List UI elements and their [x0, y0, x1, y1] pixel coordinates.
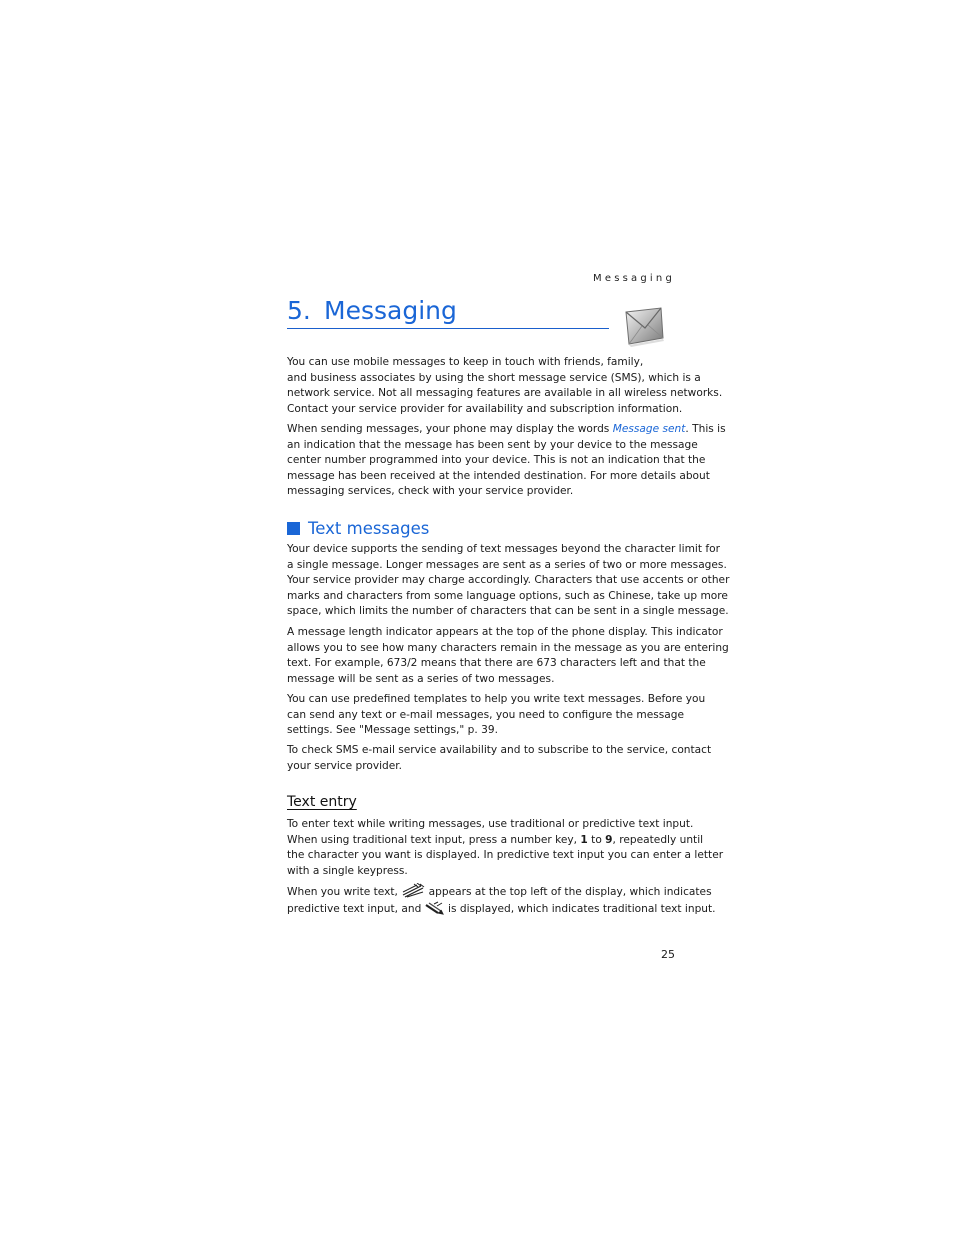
- text-run: appears at the top left of the display, which indicates: [425, 886, 712, 898]
- section-paragraph-3: [287, 692, 706, 739]
- text-line: settings. See "Message settings," p. 39.: [287, 724, 498, 737]
- subsection-paragraph-2: [287, 883, 716, 917]
- text-line: You can use predefined templates to help you write text messages. Before you: [287, 693, 706, 705]
- subsection-title: Text entry: [287, 794, 357, 810]
- page-number: 25: [661, 948, 675, 961]
- envelope-icon: [623, 304, 665, 348]
- text-run: to: [587, 833, 606, 846]
- text-line: with a single keypress.: [287, 864, 408, 877]
- chapter-number: 5.: [287, 296, 311, 325]
- text-run: predictive text input, and: [287, 902, 425, 915]
- text-run: When sending messages, your phone may display the words: [287, 423, 613, 435]
- key-label: 9: [605, 833, 613, 846]
- text-run: , repeatedly until: [612, 833, 704, 846]
- text-line: network service. Not all messaging features are available in all wireless networks.: [287, 387, 723, 400]
- text-line: [287, 422, 726, 438]
- text-line: your service provider.: [287, 759, 403, 772]
- running-header: Messaging: [593, 273, 675, 284]
- traditional-text-icon: [425, 901, 445, 915]
- chapter-title: [287, 293, 609, 329]
- section-paragraph-4: [287, 743, 712, 774]
- section-paragraph-1: [287, 542, 730, 620]
- manual-page: [287, 0, 730, 1235]
- text-line: message has been received at the intended destination. For more details about: [287, 469, 710, 482]
- text-line: and business associates by using the short message service (SMS), which is a: [287, 371, 701, 384]
- text-line: messaging services, check with your service provider.: [287, 485, 574, 498]
- text-line: [287, 833, 704, 849]
- text-run: When you write text,: [287, 886, 402, 898]
- section-title: [287, 518, 429, 540]
- text-line: space, which limits the number of characters that can be sent in a single message.: [287, 605, 729, 618]
- predictive-text-icon: [401, 883, 425, 898]
- text-line: [287, 901, 716, 918]
- text-run: When using traditional text input, press a number key,: [287, 833, 581, 846]
- text-line: To check SMS e-mail service availability and to subscribe to the service, contact: [287, 744, 712, 756]
- intro-paragraph-1: [287, 355, 723, 417]
- text-line: center number programmed into your device. This is not an indication that the: [287, 454, 706, 467]
- text-line: A message length indicator appears at the top of the phone display. This indicator: [287, 626, 723, 638]
- text-line: a single message. Longer messages are sent as a series of two or more messages.: [287, 558, 727, 571]
- section-paragraph-2: [287, 625, 729, 687]
- text-line: allows you to see how many characters remain in the message as you are entering: [287, 641, 729, 654]
- text-line: an indication that the message has been sent by your device to the message: [287, 438, 698, 451]
- text-line: Your service provider may charge accordingly. Characters that use accents or other: [287, 574, 730, 587]
- text-line: text. For example, 673/2 means that there are 673 characters left and that the: [287, 657, 706, 670]
- chapter-title-text: Messaging: [324, 296, 457, 325]
- text-line: You can use mobile messages to keep in touch with friends, family,: [287, 356, 644, 368]
- subsection-paragraph-1: [287, 817, 724, 879]
- intro-paragraph-2: [287, 422, 726, 500]
- text-run: is displayed, which indicates traditional text input.: [444, 902, 716, 915]
- text-line: marks and characters from some language options, such as Chinese, take up more: [287, 589, 728, 602]
- text-line: message will be sent as a series of two messages.: [287, 672, 555, 685]
- text-line: the character you want is displayed. In predictive text input you can enter a letter: [287, 849, 724, 862]
- text-line: can send any text or e-mail messages, you need to configure the message: [287, 708, 685, 721]
- key-label: 1: [580, 833, 588, 846]
- text-line: Contact your service provider for availability and subscription information.: [287, 402, 683, 415]
- message-sent-term: Message sent: [612, 423, 686, 435]
- text-line: To enter text while writing messages, use traditional or predictive text input.: [287, 818, 694, 830]
- section-title-text: Text messages: [308, 519, 430, 538]
- text-line: [287, 883, 712, 901]
- text-run: . This is: [685, 423, 726, 435]
- section-square-icon: [287, 522, 300, 535]
- text-line: Your device supports the sending of text messages beyond the character limit for: [287, 543, 720, 555]
